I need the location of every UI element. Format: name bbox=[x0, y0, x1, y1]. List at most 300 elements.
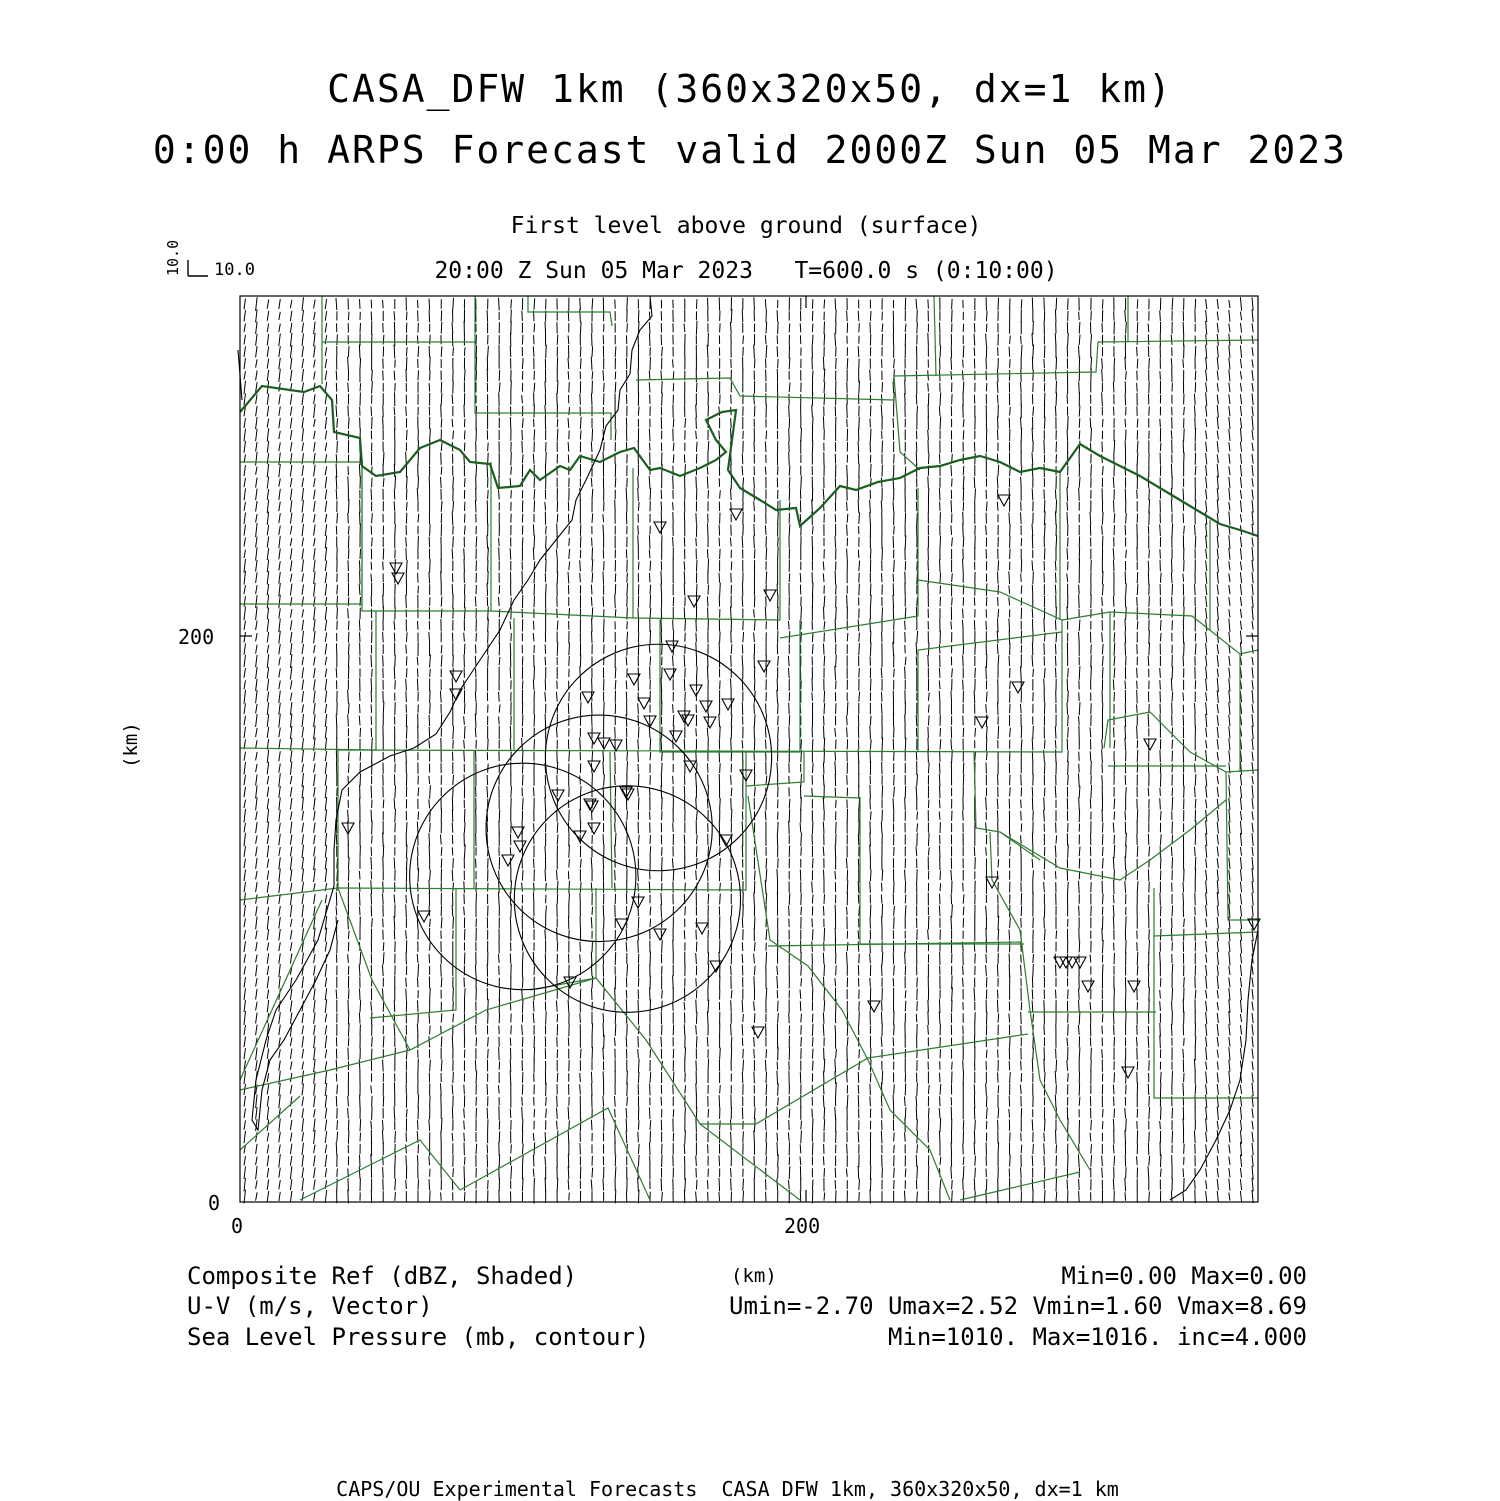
legend-field3-stats: Min=1010. Max=1016. inc=4.000 bbox=[888, 1325, 1307, 1349]
wind-vector bbox=[290, 1133, 292, 1142]
wind-vector bbox=[603, 514, 604, 522]
wind-vector bbox=[824, 656, 825, 667]
wind-vector bbox=[256, 489, 258, 501]
wind-vector bbox=[533, 524, 534, 535]
wind-vector bbox=[488, 1180, 489, 1189]
wind-vector bbox=[777, 1133, 778, 1142]
wind-vector bbox=[441, 1118, 442, 1132]
wind-vector bbox=[383, 300, 384, 308]
wind-vector bbox=[673, 976, 674, 990]
wind-vector bbox=[789, 428, 790, 442]
wind-vector bbox=[615, 727, 616, 738]
wind-vector bbox=[360, 358, 361, 369]
wind-vector bbox=[418, 1179, 419, 1189]
wind-vector bbox=[441, 310, 442, 321]
wind-vector bbox=[533, 346, 534, 356]
wind-vector bbox=[986, 954, 987, 963]
wind-vector bbox=[499, 871, 500, 880]
wind-vector bbox=[499, 692, 500, 702]
wind-vector bbox=[244, 621, 246, 630]
wind-vector bbox=[882, 1071, 883, 1085]
wind-vector bbox=[894, 906, 895, 916]
wind-vector bbox=[244, 559, 246, 573]
wind-vector bbox=[743, 1060, 744, 1072]
wind-vector bbox=[893, 798, 894, 809]
wind-vector bbox=[731, 1132, 732, 1142]
vector-key-icon bbox=[188, 260, 208, 276]
wind-vector bbox=[511, 597, 512, 605]
wind-vector bbox=[383, 561, 384, 570]
wind-vector bbox=[765, 607, 766, 620]
wind-vector bbox=[916, 1014, 917, 1022]
wind-vector bbox=[429, 1156, 430, 1165]
wind-vector bbox=[824, 965, 825, 977]
wind-vector bbox=[314, 797, 316, 810]
wind-vector bbox=[824, 726, 825, 739]
wind-vector bbox=[696, 930, 697, 940]
wind-vector bbox=[336, 526, 337, 535]
wind-vector bbox=[452, 419, 453, 427]
wind-vector bbox=[348, 383, 349, 392]
wind-vector bbox=[870, 500, 871, 513]
wind-vector bbox=[881, 895, 882, 904]
wind-vector bbox=[557, 335, 558, 345]
wind-vector bbox=[928, 1025, 929, 1035]
wind-vector bbox=[696, 1012, 697, 1024]
wind-vector bbox=[684, 584, 685, 596]
wind-vector bbox=[267, 822, 269, 834]
wind-vector bbox=[847, 1095, 848, 1108]
wind-vector bbox=[476, 1108, 477, 1119]
wind-vector bbox=[314, 312, 316, 320]
wind-vector bbox=[256, 690, 258, 703]
wind-vector bbox=[314, 538, 316, 546]
wind-vector bbox=[511, 881, 512, 894]
wind-vector bbox=[383, 595, 384, 608]
wind-vector bbox=[441, 917, 442, 928]
wind-vector bbox=[789, 809, 790, 822]
wind-vector bbox=[557, 1073, 558, 1082]
wind-vector bbox=[905, 870, 906, 881]
wind-vector bbox=[314, 690, 316, 703]
wind-vector bbox=[534, 787, 535, 796]
wind-vector bbox=[256, 835, 258, 843]
wind-vector bbox=[615, 573, 616, 582]
wind-vector bbox=[730, 322, 731, 334]
wind-vector bbox=[800, 1156, 801, 1165]
wind-vector bbox=[325, 895, 327, 904]
wind-vector bbox=[742, 918, 743, 928]
wind-vector bbox=[290, 394, 292, 405]
wind-vector bbox=[267, 632, 269, 643]
wind-vector bbox=[963, 537, 964, 548]
wind-vector bbox=[372, 836, 373, 844]
wind-vector bbox=[673, 476, 674, 489]
wind-vector bbox=[430, 988, 431, 1001]
wind-vector bbox=[952, 538, 953, 547]
wind-vector bbox=[314, 1025, 316, 1035]
wind-vector bbox=[256, 811, 258, 820]
wind-vector bbox=[800, 990, 801, 999]
wind-vector bbox=[314, 548, 316, 559]
wind-vector bbox=[406, 548, 407, 560]
wind-vector bbox=[256, 847, 258, 857]
wind-vector bbox=[267, 346, 269, 357]
wind-vector bbox=[314, 1035, 316, 1048]
wind-vector bbox=[302, 560, 304, 573]
wind-vector bbox=[974, 477, 975, 488]
wind-vector bbox=[546, 1109, 547, 1118]
wind-vector bbox=[986, 666, 987, 679]
wind-vector bbox=[498, 892, 499, 906]
wind-vector bbox=[290, 465, 292, 476]
wind-vector bbox=[279, 1061, 281, 1071]
wind-vector bbox=[626, 1036, 627, 1047]
wind-vector bbox=[290, 702, 292, 715]
wind-vector bbox=[939, 812, 940, 820]
wind-vector bbox=[244, 988, 246, 1000]
wind-vector bbox=[894, 1180, 895, 1189]
wind-vector bbox=[256, 547, 258, 560]
wind-vector bbox=[336, 834, 337, 845]
wind-vector bbox=[824, 644, 825, 655]
wind-vector bbox=[939, 1108, 940, 1118]
wind-vector bbox=[940, 322, 941, 333]
wind-vector bbox=[870, 679, 871, 691]
wind-vector bbox=[707, 667, 708, 680]
wind-vector bbox=[939, 454, 940, 464]
wind-vector bbox=[383, 988, 384, 1000]
wind-vector bbox=[591, 1072, 592, 1084]
wind-vector bbox=[499, 609, 500, 617]
wind-vector bbox=[638, 1155, 639, 1167]
wind-vector bbox=[952, 478, 953, 486]
wind-vector bbox=[661, 1097, 662, 1106]
wind-vector bbox=[488, 547, 489, 560]
wind-vector bbox=[522, 750, 523, 763]
wind-vector bbox=[290, 930, 292, 939]
wind-vector bbox=[279, 797, 281, 810]
wind-vector bbox=[325, 347, 327, 356]
wind-vector bbox=[314, 514, 316, 523]
wind-vector bbox=[522, 1072, 523, 1083]
wind-vector bbox=[650, 952, 651, 966]
y-axis-unit: (km) bbox=[122, 722, 141, 768]
wind-vector bbox=[859, 417, 860, 429]
wind-vector bbox=[940, 1084, 941, 1095]
wind-vector bbox=[650, 443, 651, 451]
wind-vector bbox=[916, 847, 917, 857]
wind-vector bbox=[279, 953, 281, 963]
wind-vector bbox=[707, 1011, 708, 1024]
wind-vector bbox=[302, 346, 304, 357]
wind-vector bbox=[290, 1012, 292, 1023]
wind-vector bbox=[952, 299, 953, 309]
wind-vector bbox=[638, 525, 639, 534]
wind-vector bbox=[650, 1131, 651, 1143]
wind-vector bbox=[336, 1060, 337, 1072]
wind-vector bbox=[348, 1048, 349, 1060]
wind-vector bbox=[870, 619, 871, 632]
wind-vector bbox=[325, 1025, 327, 1034]
wind-vector bbox=[256, 429, 258, 441]
wind-vector bbox=[812, 1049, 813, 1059]
wind-vector bbox=[662, 857, 663, 869]
wind-vector bbox=[905, 1107, 906, 1119]
wind-vector bbox=[279, 536, 281, 548]
wind-vector bbox=[997, 477, 998, 489]
wind-vector bbox=[522, 311, 523, 321]
wind-vector bbox=[533, 680, 534, 691]
wind-vector bbox=[267, 499, 269, 513]
wind-vector bbox=[940, 1157, 941, 1165]
wind-vector bbox=[823, 953, 824, 965]
wind-vector bbox=[395, 809, 396, 822]
wind-vector bbox=[604, 644, 605, 653]
wind-vector bbox=[685, 1048, 686, 1060]
wind-vector bbox=[986, 324, 987, 332]
wind-vector bbox=[429, 845, 430, 857]
wind-vector bbox=[441, 977, 442, 987]
wind-vector bbox=[859, 1179, 860, 1190]
wind-vector bbox=[279, 906, 281, 916]
wind-vector bbox=[904, 1191, 905, 1203]
wind-vector bbox=[348, 690, 349, 704]
wind-vector bbox=[418, 812, 419, 820]
wind-vector bbox=[267, 1084, 269, 1094]
wind-vector bbox=[835, 666, 836, 680]
wind-vector bbox=[290, 1166, 292, 1179]
wind-vector bbox=[256, 1013, 258, 1024]
wind-vector bbox=[591, 1120, 592, 1131]
wind-vector bbox=[604, 1035, 605, 1049]
wind-vector bbox=[256, 978, 258, 987]
wind-vector bbox=[557, 642, 558, 655]
wind-vector bbox=[534, 1036, 535, 1048]
wind-vector bbox=[256, 1132, 258, 1142]
wind-vector bbox=[684, 607, 685, 619]
wind-vector bbox=[279, 346, 281, 357]
wind-vector bbox=[464, 953, 465, 965]
wind-vector bbox=[963, 370, 964, 380]
wind-vector bbox=[336, 489, 337, 500]
wind-vector bbox=[510, 548, 511, 560]
wind-vector bbox=[766, 858, 767, 868]
wind-vector bbox=[638, 774, 639, 787]
wind-vector bbox=[314, 619, 316, 631]
wind-vector bbox=[302, 928, 304, 941]
wind-vector bbox=[720, 394, 721, 404]
wind-vector bbox=[615, 975, 616, 989]
wind-vector bbox=[325, 1083, 327, 1096]
wind-vector bbox=[372, 918, 373, 927]
wind-vector bbox=[661, 619, 662, 632]
wind-vector bbox=[754, 1001, 755, 1011]
wind-vector bbox=[568, 442, 569, 452]
wind-vector bbox=[290, 776, 292, 784]
wind-vector bbox=[720, 583, 721, 597]
wind-vector bbox=[580, 309, 581, 322]
wind-vector bbox=[684, 1024, 685, 1035]
wind-vector bbox=[267, 943, 269, 951]
wind-vector bbox=[256, 346, 258, 357]
wind-vector bbox=[731, 715, 732, 727]
wind-vector bbox=[765, 880, 766, 894]
wind-vector bbox=[894, 1145, 895, 1153]
wind-vector bbox=[406, 476, 407, 489]
wind-vector bbox=[696, 584, 697, 595]
wind-vector bbox=[649, 371, 650, 381]
wind-vector bbox=[627, 752, 628, 761]
wind-vector bbox=[812, 929, 813, 940]
wind-vector bbox=[847, 942, 848, 951]
wind-vector bbox=[673, 656, 674, 667]
wind-vector bbox=[441, 835, 442, 845]
wind-vector bbox=[522, 454, 523, 463]
wind-vector bbox=[859, 561, 860, 571]
wind-vector bbox=[685, 1073, 686, 1082]
wind-vector bbox=[441, 382, 442, 393]
wind-vector bbox=[568, 572, 569, 584]
wind-vector bbox=[765, 1060, 766, 1072]
wind-vector bbox=[824, 1119, 825, 1131]
wind-vector bbox=[638, 407, 639, 416]
wind-vector bbox=[754, 394, 755, 405]
wind-vector bbox=[499, 881, 500, 893]
wind-vector bbox=[244, 465, 246, 476]
wind-vector bbox=[302, 1143, 304, 1155]
wind-vector bbox=[534, 489, 535, 499]
wind-vector bbox=[441, 645, 442, 653]
wind-vector bbox=[963, 1060, 964, 1071]
wind-vector bbox=[894, 1084, 895, 1094]
wind-vector bbox=[858, 895, 859, 904]
wind-vector bbox=[615, 988, 616, 1001]
wind-vector bbox=[464, 1192, 465, 1201]
wind-vector bbox=[963, 512, 964, 525]
wind-vector bbox=[279, 881, 281, 893]
wind-vector bbox=[348, 535, 349, 548]
wind-vector bbox=[673, 383, 674, 391]
wind-vector bbox=[592, 1023, 593, 1036]
wind-vector bbox=[464, 740, 465, 749]
wind-vector bbox=[894, 775, 895, 786]
wind-vector bbox=[383, 370, 384, 380]
wind-vector bbox=[244, 918, 246, 927]
wind-vector bbox=[256, 955, 258, 963]
wind-vector bbox=[244, 775, 246, 785]
wind-vector bbox=[684, 1144, 685, 1154]
wind-vector bbox=[279, 847, 281, 856]
wind-vector bbox=[487, 535, 488, 548]
wind-vector bbox=[568, 800, 569, 808]
wind-vector bbox=[766, 1120, 767, 1131]
wind-vector bbox=[789, 799, 790, 809]
wind-vector bbox=[893, 595, 894, 608]
wind-vector bbox=[302, 834, 304, 844]
wind-vector bbox=[754, 524, 755, 536]
wind-vector bbox=[894, 787, 895, 798]
wind-vector bbox=[325, 430, 327, 439]
wind-vector bbox=[244, 607, 246, 621]
wind-vector bbox=[881, 1131, 882, 1144]
wind-vector bbox=[453, 1072, 454, 1083]
wind-vector bbox=[742, 954, 743, 963]
wind-vector bbox=[917, 561, 918, 571]
wind-vector bbox=[453, 858, 454, 868]
wind-vector bbox=[707, 597, 708, 607]
wind-vector bbox=[487, 786, 488, 798]
wind-vector bbox=[488, 443, 489, 451]
wind-vector bbox=[302, 524, 304, 536]
wind-vector bbox=[917, 1001, 918, 1011]
wind-vector bbox=[603, 370, 604, 381]
wind-vector bbox=[533, 1013, 534, 1023]
wind-vector bbox=[569, 538, 570, 546]
wind-vector bbox=[430, 1096, 431, 1107]
wind-vector bbox=[279, 942, 281, 951]
wind-vector bbox=[952, 394, 953, 404]
wind-vector bbox=[952, 1062, 953, 1070]
wind-vector bbox=[777, 310, 778, 321]
wind-vector bbox=[337, 858, 338, 869]
wind-vector bbox=[464, 347, 465, 355]
wind-vector bbox=[302, 644, 304, 654]
wind-vector bbox=[986, 977, 987, 987]
wind-vector bbox=[824, 691, 825, 703]
wind-vector bbox=[290, 1120, 292, 1130]
wind-vector bbox=[662, 990, 663, 999]
wind-vector bbox=[638, 477, 639, 489]
wind-vector bbox=[487, 1145, 488, 1154]
wind-vector bbox=[244, 441, 246, 453]
wind-vector bbox=[325, 978, 327, 988]
wind-vector bbox=[337, 418, 338, 427]
wind-vector bbox=[256, 621, 258, 631]
wind-vector bbox=[476, 357, 477, 370]
wind-vector bbox=[708, 406, 709, 417]
wind-vector bbox=[917, 1083, 918, 1096]
wind-vector bbox=[696, 1192, 697, 1202]
wind-vector bbox=[823, 561, 824, 570]
wind-vector bbox=[395, 1179, 396, 1191]
wind-vector bbox=[348, 1096, 349, 1106]
wind-vector bbox=[847, 311, 848, 322]
wind-vector bbox=[464, 595, 465, 608]
wind-vector bbox=[244, 324, 246, 333]
wind-vector bbox=[881, 478, 882, 488]
wind-vector bbox=[603, 834, 604, 845]
wind-vector bbox=[591, 597, 592, 606]
wind-vector bbox=[592, 560, 593, 573]
wind-vector bbox=[603, 1013, 604, 1023]
wind-vector bbox=[696, 1180, 697, 1190]
wind-vector bbox=[649, 322, 650, 333]
wind-vector bbox=[534, 429, 535, 440]
wind-vector bbox=[256, 514, 258, 523]
wind-vector bbox=[557, 381, 558, 394]
wind-vector bbox=[383, 942, 384, 951]
wind-vector bbox=[824, 738, 825, 751]
wind-vector bbox=[754, 679, 755, 691]
wind-vector bbox=[649, 476, 650, 489]
wind-vector bbox=[279, 834, 281, 846]
wind-vector bbox=[336, 464, 337, 478]
wind-vector bbox=[650, 630, 651, 644]
wind-vector bbox=[986, 797, 987, 810]
wind-vector bbox=[615, 584, 616, 595]
wind-vector bbox=[256, 679, 258, 691]
